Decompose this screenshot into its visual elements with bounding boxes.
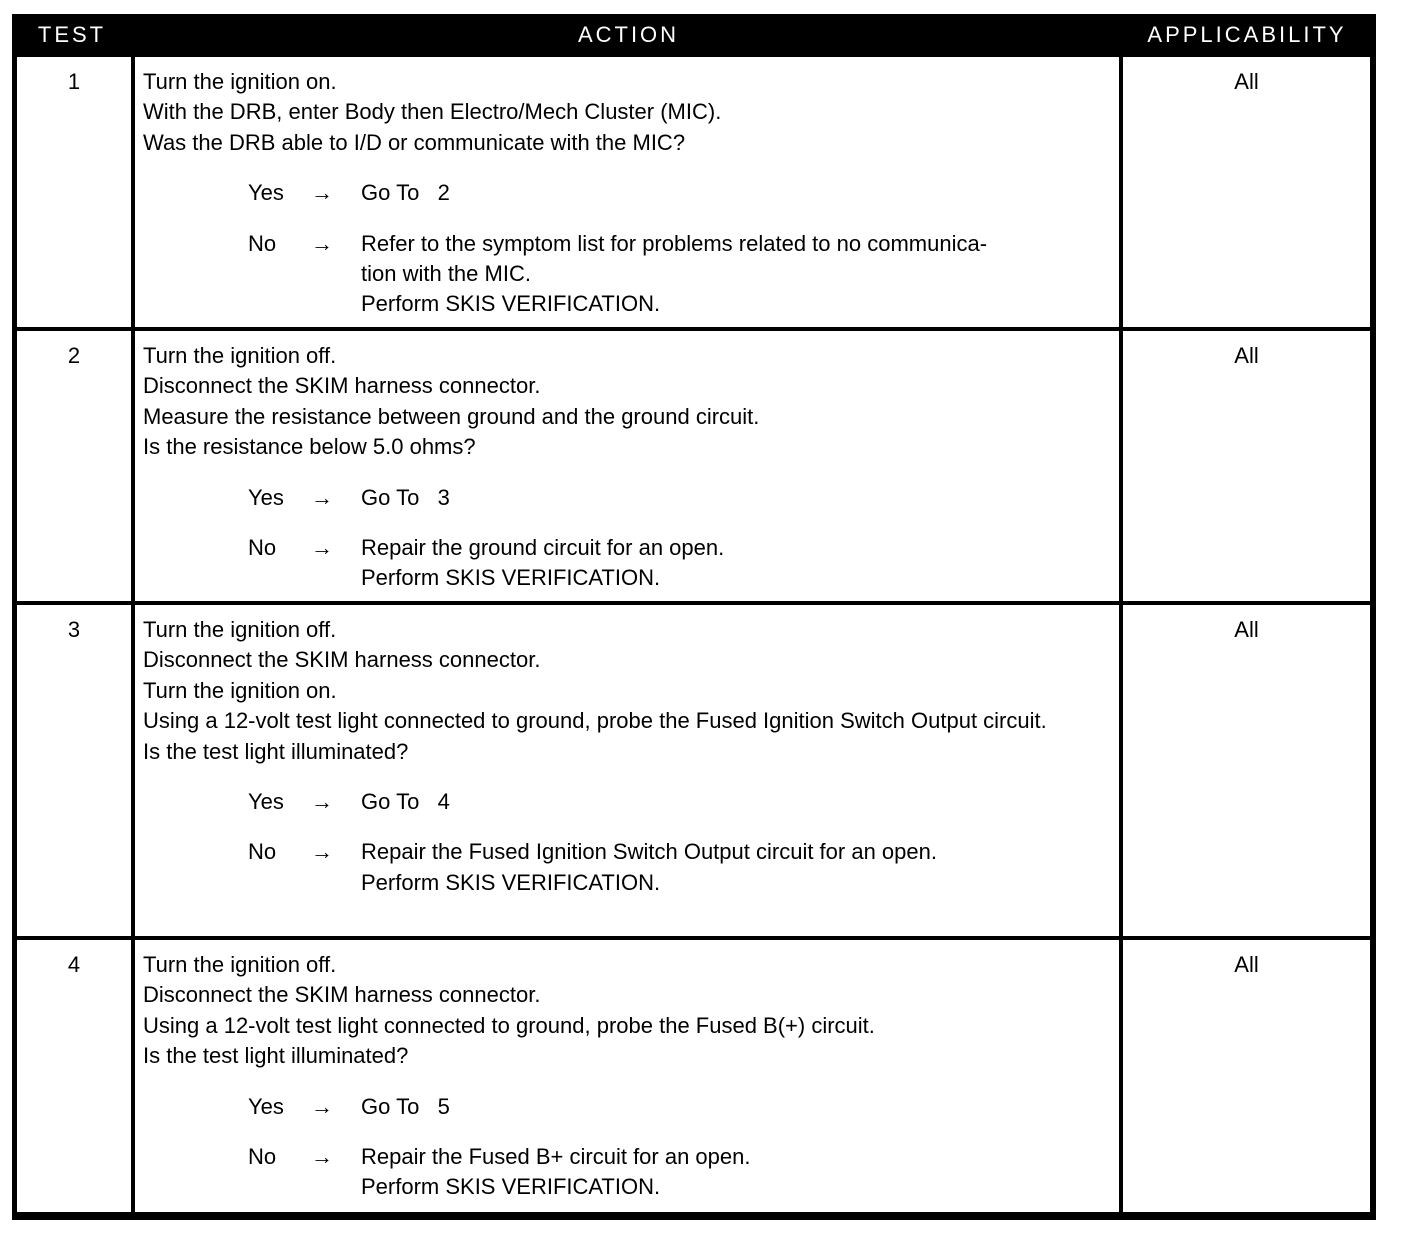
table-row [17,57,1370,327]
no-label: No [248,230,277,256]
no-label: No [248,1144,277,1170]
no-result: Repair the Fused B+ circuit for an open. [361,1144,751,1170]
header-action: ACTION [577,22,680,47]
test-number: 1 [17,57,131,327]
no-label: No [248,535,277,561]
action-cell [135,605,1119,936]
action-step: Is the test light illuminated? [143,738,409,764]
yes-branch [143,483,1111,513]
action-step: Disconnect the SKIM harness connector. [143,647,541,673]
header-applicability: APPLICABILITY [1147,22,1347,47]
test-number: 3 [17,605,131,936]
action-step: Turn the ignition on. [143,69,337,94]
action-step: Measure the resistance between ground and the ground circuit. [143,403,760,429]
table-row [17,940,1370,1212]
test-number: 4 [17,940,131,1212]
table-header [12,14,1376,54]
action-step: Using a 12-volt test light connected to ground, probe the Fused B(+) circuit. [143,1012,875,1038]
right-arrow-icon: → [311,180,333,206]
action-step: Turn the ignition off. [143,952,337,977]
right-arrow-icon: → [311,839,333,865]
yes-result: Go To 3 [361,484,450,510]
action-cell [135,331,1119,601]
applicability-value: All [1123,331,1370,601]
no-label: No [248,839,277,865]
right-arrow-icon: → [311,789,333,815]
test-number: 2 [17,331,131,601]
action-step: With the DRB, enter Body then Electro/Mech Cluster (MIC). [143,99,722,125]
no-branch [143,1142,1111,1203]
right-arrow-icon: → [311,484,333,510]
applicability-value: All [1123,605,1370,936]
action-step: Is the test light illuminated? [143,1043,409,1069]
right-arrow-icon: → [311,230,333,256]
no-result: Perform SKIS VERIFICATION. [361,565,661,591]
action-cell [135,940,1119,1212]
action-step: Using a 12-volt test light connected to ground, probe the Fused Ignition Switch Output circuit. [143,708,1047,734]
right-arrow-icon: → [311,1144,333,1170]
no-result: Refer to the symptom list for problems related to no communica- [361,230,988,256]
table-row [17,605,1370,936]
yes-branch [143,178,1111,208]
yes-label: Yes [248,789,284,815]
no-branch [143,229,1111,320]
action-step: Is the resistance below 5.0 ohms? [143,434,476,460]
no-result: Repair the Fused Ignition Switch Output circuit for an open. [361,839,937,865]
no-result: Perform SKIS VERIFICATION. [361,869,661,895]
no-result: Repair the ground circuit for an open. [361,535,725,561]
no-result: tion with the MIC. [361,261,531,287]
right-arrow-icon: → [311,1093,333,1119]
yes-result: Go To 4 [361,789,450,815]
action-cell [135,57,1119,327]
action-step: Was the DRB able to I/D or communicate with the MIC? [143,129,686,155]
header-test: TEST [37,22,107,47]
table-row [17,331,1370,601]
no-result: Perform SKIS VERIFICATION. [361,1174,661,1200]
action-step: Turn the ignition on. [143,677,337,703]
action-step: Disconnect the SKIM harness connector. [143,982,541,1008]
action-step: Disconnect the SKIM harness connector. [143,373,541,399]
yes-label: Yes [248,180,284,206]
applicability-value: All [1123,57,1370,327]
right-arrow-icon: → [311,535,333,561]
no-result: Perform SKIS VERIFICATION. [361,291,661,317]
yes-branch [143,787,1111,817]
yes-branch [143,1092,1111,1122]
no-branch [143,837,1111,898]
no-branch [143,533,1111,594]
yes-result: Go To 5 [361,1093,450,1119]
action-step: Turn the ignition off. [143,343,337,368]
action-step: Turn the ignition off. [143,617,337,642]
diagnostic-test-table [12,14,1376,1220]
yes-label: Yes [248,484,284,510]
yes-result: Go To 2 [361,180,450,206]
applicability-value: All [1123,940,1370,1212]
yes-label: Yes [248,1093,284,1119]
